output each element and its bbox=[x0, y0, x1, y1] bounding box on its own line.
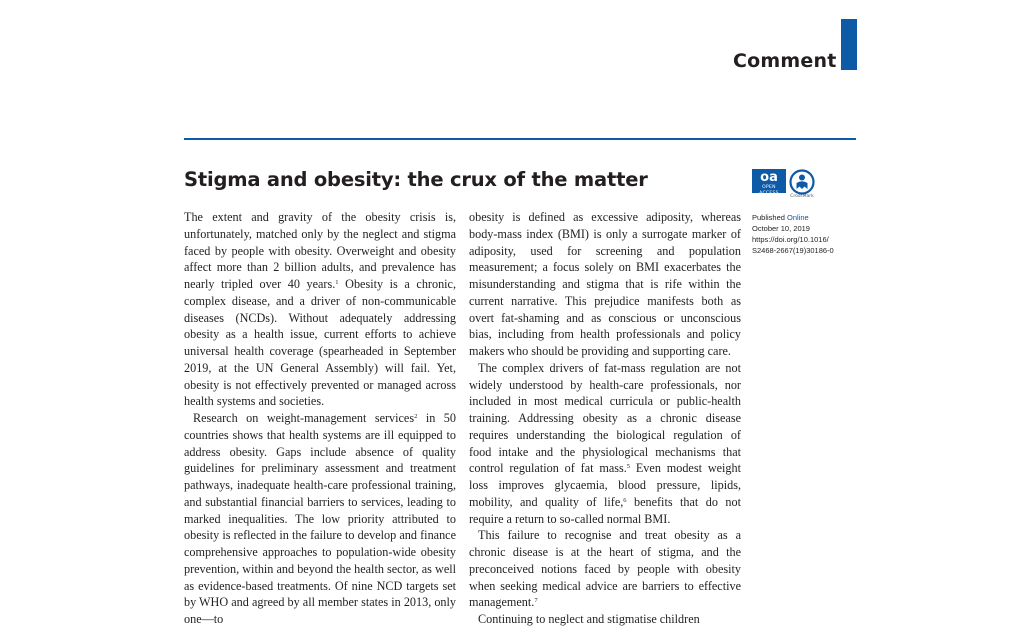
reference-marker[interactable]: 6 bbox=[623, 496, 627, 504]
text-run: benefits that do not require a return to so-called normal BMI. bbox=[469, 494, 741, 526]
left-column bbox=[184, 209, 456, 628]
text-run: Research on weight-management services bbox=[193, 411, 415, 425]
published-label: Published bbox=[752, 213, 788, 222]
paragraph bbox=[469, 360, 741, 528]
header-rule bbox=[184, 138, 856, 140]
reference-marker[interactable]: 2 bbox=[414, 413, 418, 420]
text-run: The extent and gravity of the obesity crisis is, unfortunately, matched only by the neglect and stigma faced by people with obesity. Overweight and obesity affect more than 2 billion adults, and prevalence has nearly tripled over 40 years. bbox=[184, 210, 456, 291]
doi-link-continued[interactable]: S2468-2667(19)30186-0 bbox=[752, 246, 834, 255]
text-run: Obesity is a chronic, complex disease, and a driver of non-communicable diseases (NCDs). Without adequately addressing obesity as a health issue, current efforts to achieve universal health coverage (spearheaded in September 2019, at the UN General Assembly) will fail. Yet, obesity is not effectively prevented or managed across health systems and societies. bbox=[184, 277, 457, 409]
open-access-badge[interactable] bbox=[752, 169, 786, 196]
right-column bbox=[469, 209, 741, 628]
paragraph bbox=[184, 410, 456, 628]
text-run: Even modest weight loss improves glycaemia, blood pressure, lipids, mobility, and quality of life, bbox=[469, 461, 741, 509]
crossmark-logo bbox=[789, 169, 815, 195]
reference-marker[interactable]: 5 bbox=[626, 463, 631, 471]
paragraph: Continuing to neglect and stigmatise children bbox=[478, 612, 700, 626]
online-label: Online bbox=[787, 213, 809, 222]
crossmark-label: CrossMark bbox=[790, 194, 814, 199]
reference-marker[interactable]: 7 bbox=[534, 597, 538, 605]
paragraph bbox=[184, 209, 456, 410]
paragraph bbox=[469, 527, 741, 611]
text-run: in 50 countries shows that health systems are ill equipped to address obesity. Gaps include absence of quality guidelines for preliminary assessment and treatment pathways, inadequate health-care professional training, and substantial financial barriers to services, leading to marked inequalities. The low priority attributed to obesity is reflected in the failure to develop and finance comprehensive approaches to population-wide obesity prevention, within and beyond the health sector, as well as evidence-based treatments. Of nine NCD targets set by WHO and agreed by all member states in 2013, only one—to bbox=[184, 411, 456, 626]
publication-info bbox=[752, 212, 852, 256]
crossmark-icon[interactable] bbox=[789, 169, 815, 201]
published-line bbox=[752, 212, 852, 223]
oa-label: oa bbox=[760, 170, 778, 185]
oa-subtext: OPEN ACCESS bbox=[759, 185, 779, 196]
reference-marker[interactable]: 1 bbox=[335, 279, 339, 286]
text-run: The complex drivers of fat-mass regulation are not widely understood by health-care professionals, nor included in most medical curricula or public-health training. Addressing obesity as a chronic disease requires understanding the biological regulation of food intake and the physiological mechanisms that control regulation of fat mass. bbox=[469, 360, 741, 476]
publication-date: October 10, 2019 bbox=[752, 224, 810, 233]
text-run: This failure to recognise and treat obesity as a chronic disease is at the heart of stigma, and the preconceived notions faced by people with obesity when seeking medical advice are barriers to effective management. bbox=[469, 528, 741, 610]
article-title: Stigma and obesity: the crux of the matter bbox=[184, 168, 648, 191]
doi-link[interactable]: https://doi.org/10.1016/ bbox=[752, 235, 829, 244]
section-bar bbox=[841, 19, 857, 70]
section-label: Comment bbox=[733, 50, 837, 72]
paragraph: obesity is defined as excessive adiposity, whereas body-mass index (BMI) is only a surrogate marker of adiposity, used for screening and population measurement; a focus solely on BMI exacerbates the misunderstanding and stigma that is rife within the current narrative. This prejudice manifests both as overt fat-shaming and as conscious or unconscious bias, including from health professionals and policy makers who should be providing and supporting care. bbox=[469, 210, 741, 358]
